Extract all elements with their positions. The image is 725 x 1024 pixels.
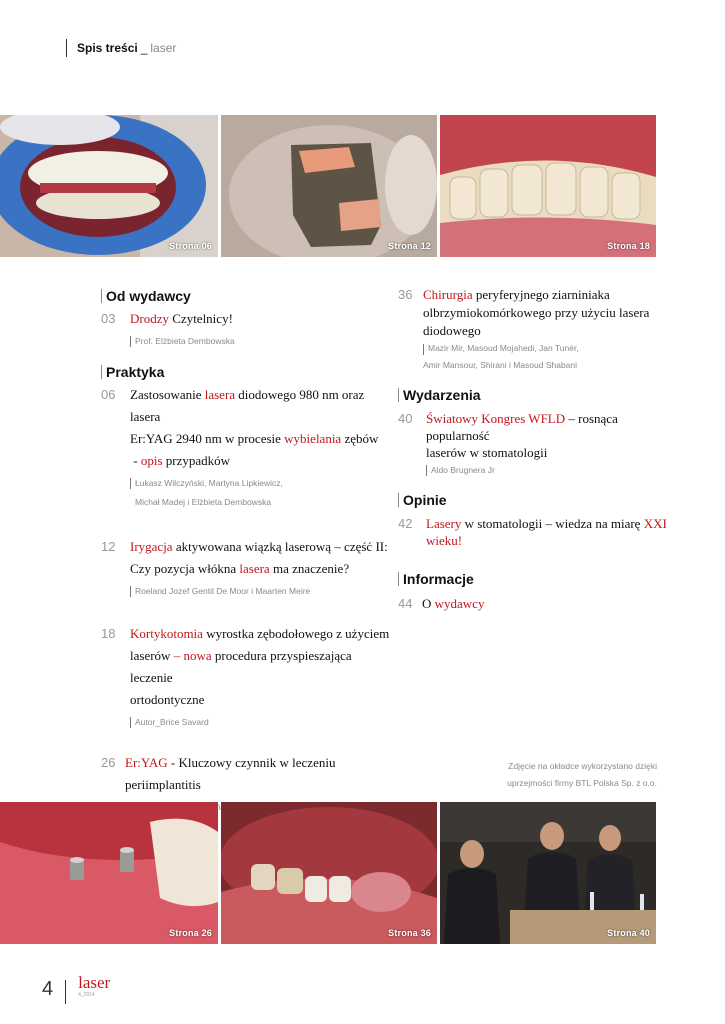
entry-line [423,286,668,304]
entry-highlight: Er:YAG [125,755,168,770]
entry-text: Er:YAG 2940 nm w procesie [130,431,285,446]
heading-divider [398,572,399,586]
entry-text: diodowego 980 nm oraz lasera [130,387,365,424]
author-name: Roeland Jozef Gentil De Moor i Maarten Meire [135,586,311,596]
entry-text: laserów w stomatologii [426,445,548,460]
heading-divider [398,493,399,507]
entry-text: diodowego [423,323,481,338]
toc-entry-18[interactable] [101,623,391,711]
entry-text: – rosnąca popularność [426,411,618,443]
entry-text: zębów [341,431,379,446]
entry-line [426,444,668,461]
toc-entry-44[interactable] [398,593,668,615]
entry-line [130,536,391,558]
entry-line [130,428,391,450]
toc-entry-06[interactable] [101,384,391,472]
header-separator: _ [140,41,148,55]
toc-entry-42[interactable] [398,515,668,549]
entry-author [130,474,391,493]
author-name: Michał Madej i Elżbieta Dembowska [135,497,272,507]
entry-line [130,623,391,645]
photo-teeth-whitening [0,115,218,257]
photo-lower-jaw [221,802,437,944]
author-name: Autor_Brice Savard [135,717,209,727]
entry-author [130,713,391,732]
entry-line [426,532,668,549]
entry-highlight: Irygacja [130,539,173,554]
entry-highlight: XXI [643,516,667,531]
magazine-name: laser [78,973,111,992]
section-title: Praktyka [106,364,165,380]
section-title: Opinie [403,492,447,508]
entry-text: periimplantitis [125,777,201,792]
photo-caption: Strona 12 [388,241,431,251]
page-footer [42,974,110,1004]
entry-highlight: Lasery [426,516,462,531]
section-heading-od-wydawcy [101,287,391,305]
author-divider [130,717,131,728]
entry-line [130,689,391,711]
entry-text: peryferyjnego ziarniniaka [472,287,610,302]
header-divider [66,39,67,57]
entry-text: - Kluczowy czynnik w leczeniu [167,755,336,770]
entry-highlight: lasera [204,387,236,402]
photo-tooth-filling [221,115,437,257]
entry-highlight: Drodzy [130,311,169,326]
author-name: Amir Mansour, Shirani i Masoud Shabani [423,360,578,370]
section-title: Od wydawcy [106,288,191,304]
entry-highlight: lasera [239,561,270,576]
entry-line [423,304,668,322]
photo-caption: Strona 40 [607,928,650,938]
section-heading-opinie [398,491,668,509]
entry-highlight: wydawcy [434,596,485,611]
entry-text: Zastosowanie [130,387,205,402]
photo-gum-incisions [440,115,656,257]
running-header [66,38,176,58]
entry-highlight: wieku! [426,533,463,548]
entry-line [423,322,668,340]
entry-text: przypadków [162,453,231,468]
header-title: Spis treści [77,41,138,55]
photo-caption: Strona 06 [169,241,212,251]
entry-text: O [422,596,435,611]
photo-caption: Strona 36 [388,928,431,938]
page-number: 12 [101,539,116,554]
photo-caption: Strona 18 [607,241,650,251]
section-heading-praktyka [101,363,391,381]
entry-text: laserów [130,648,174,663]
entry-line [426,410,668,444]
entry-text: aktywowana wiązką laserową – część II: [172,539,388,554]
toc-right-column [398,286,668,615]
author-name: Prof. Elżbieta Dembowska [135,336,235,346]
entry-author [130,582,391,601]
entry-text: ma znaczenie? [269,561,350,576]
page-number: 26 [101,755,116,770]
photo-implant-abutments [0,802,218,944]
entry-highlight: Chirurgia [423,287,473,302]
toc-entry-12[interactable] [101,536,391,580]
entry-text: olbrzymiokomórkowego przy użyciu lasera [423,305,650,320]
page-number: 42 [398,516,413,531]
author-name: Aldo Brugnera Jr [431,465,495,475]
entry-highlight: opis [140,453,163,468]
author-name: Mazir Mir, Masoud Mojahedi, Jan Tunér, [428,343,579,353]
entry-text: Czytelnicy! [169,311,233,326]
entry-author [426,461,668,480]
toc-entry-03[interactable] [101,308,391,330]
entry-line [130,450,391,472]
entry-highlight: wybielania [284,431,342,446]
entry-text: Czy pozycja włókna [130,561,240,576]
heading-divider [101,365,102,379]
entry-line [426,515,668,532]
cover-credit [497,758,657,792]
page-number: 36 [398,287,413,302]
entry-text: wyrostka zębodołowego z użyciem [202,626,390,641]
credit-line: uprzejmości firmy BTL Polska Sp. z o.o. [507,778,657,788]
credit-line: Zdjęcie na okładce wykorzystano dzięki [508,761,657,771]
footer-divider [65,980,66,1004]
entry-author [135,493,391,512]
entry-line [125,752,391,774]
toc-entry-26[interactable] [101,752,391,796]
entry-line [125,774,391,796]
entry-line [130,558,391,580]
section-title: Wydarzenia [403,387,481,403]
entry-highlight: Kortykotomia [130,626,203,641]
toc-left-column [101,287,391,817]
section-title: Informacje [403,571,474,587]
section-heading-informacje [398,570,668,588]
author-divider [130,586,131,597]
page-number: 03 [101,311,116,326]
page-number: 4 [42,978,54,1000]
entry-author [423,340,668,357]
entry-text: w stomatologii – wiedza na miarę [461,516,644,531]
entry-author [423,357,668,374]
page-number: 44 [398,596,413,611]
toc-entry-36[interactable] [398,286,668,340]
page-number: 18 [101,626,116,641]
photo-caption: Strona 26 [169,928,212,938]
entry-text: ortodontyczne [130,692,205,707]
author-divider [130,336,131,347]
author-divider [426,465,427,476]
entry-highlight: – nowa [173,648,212,663]
entry-highlight: Światowy Kongres WFLD [426,411,566,426]
entry-line [130,645,391,689]
issue-number: 4_2014 [78,992,95,998]
footer-magazine [78,974,110,998]
toc-entry-40[interactable] [398,410,668,461]
heading-divider [398,388,399,402]
header-subtitle: laser [150,41,177,55]
author-name: Łukasz Wilczyński, Martyna Lipkiewicz, [135,478,283,488]
entry-text: - [130,453,141,468]
entry-line [130,384,391,428]
photo-conference-panel [440,802,656,944]
heading-divider [101,289,102,303]
author-divider [423,344,424,355]
page-number: 40 [398,411,413,426]
entry-author [130,332,391,351]
entry-text: procedura przyspieszająca leczenie [130,648,352,685]
section-heading-wydarzenia [398,386,668,404]
author-divider [130,478,131,489]
page-number: 06 [101,387,116,402]
